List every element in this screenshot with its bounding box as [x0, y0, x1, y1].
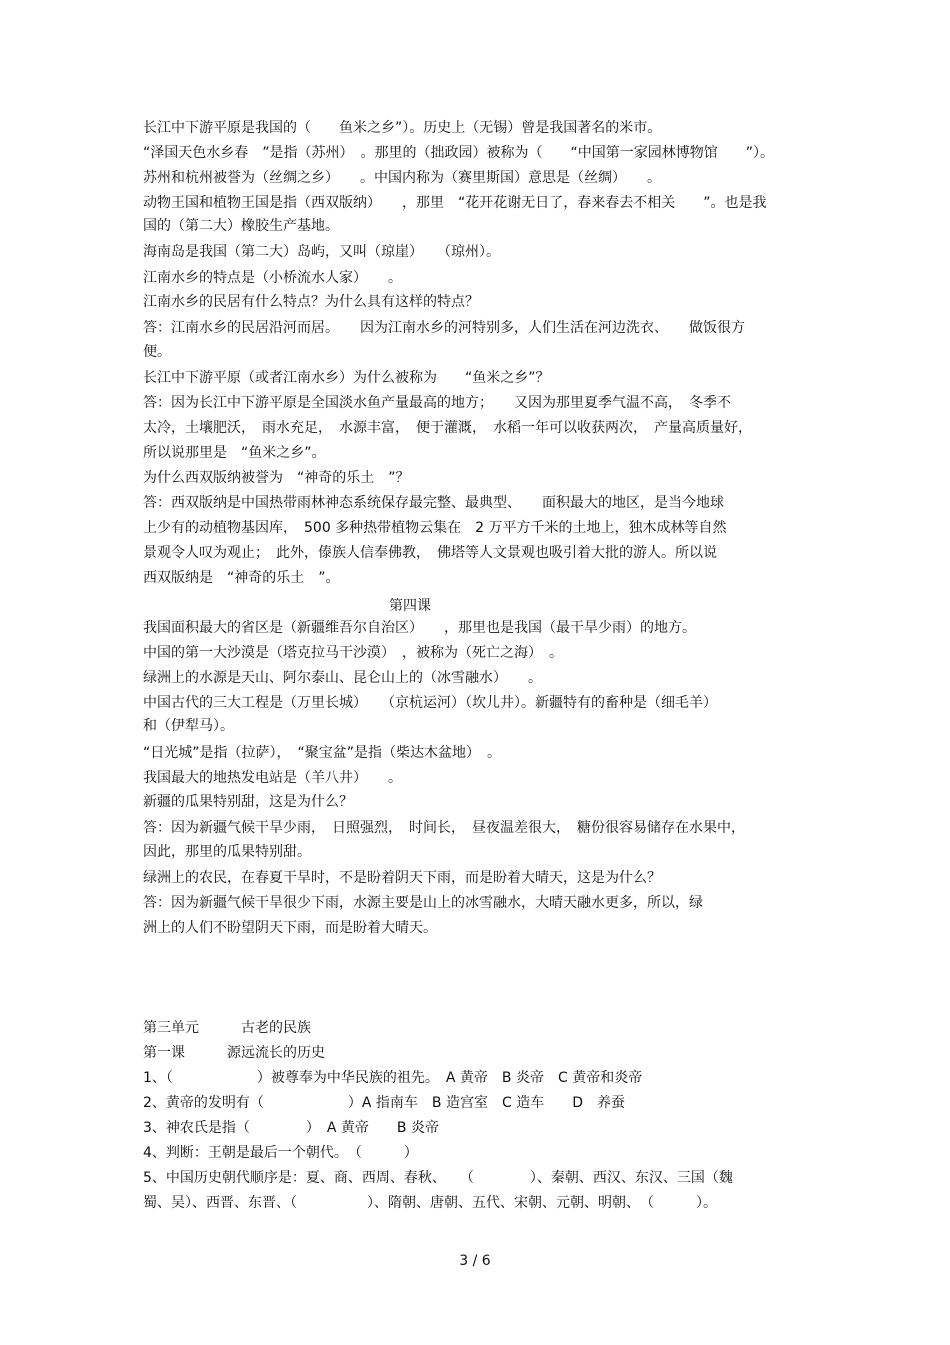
text-line: 海南岛是我国（第二大）岛屿，又叫（琼崖） （琼州）。	[143, 244, 500, 260]
text-line: 和（伊犁马）。	[143, 718, 234, 734]
text-line: 苏州和杭州被誉为（丝绸之乡） 。中国内称为（赛里斯国）意思是（丝绸） 。	[143, 170, 661, 186]
text-line: 所以说那里是 “鱼米之乡”。	[143, 445, 326, 461]
page-number: 3 / 6	[459, 1253, 491, 1269]
text-line: 中国古代的三大工程是（万里长城） （京杭运河）（坎儿井）。新疆特有的畜种是（细毛羊）	[143, 695, 717, 711]
text-line: 国的（第二大）橡胶生产基地。	[143, 218, 339, 234]
text-line: 为什么西双版纳被誉为 “神奇的乐土 ”？	[143, 470, 410, 486]
text-line: 我国面积最大的省区是（新疆维吾尔自治区） ，那里也是我国（最干旱少雨）的地方。	[143, 620, 696, 636]
text-line: 因此，那里的瓜果特别甜。	[143, 844, 311, 860]
question-line: 5、中国历史朝代顺序是：夏、商、西周、春秋、 （ ）、秦朝、西汉、东汉、三国（魏	[143, 1170, 733, 1186]
text-line: 动物王国和植物王国是指（西双版纳） ，那里 “花开花谢无日了，春来春去不相关 ”。也是我	[143, 195, 767, 211]
text-line: 答：西双版纳是中国热带雨林神态系统保存最完整、最典型、 面积最大的地区，是当今地球	[143, 495, 724, 511]
text-line: 便。	[143, 344, 171, 360]
question-line: 3、神农氏是指（ ） A 黄帝 B 炎帝	[143, 1120, 439, 1136]
question-line: 1、（ ）被尊奉为中华民族的祖先。 A 黄帝 B 炎帝 C 黄帝和炎帝	[143, 1070, 643, 1086]
text-line: 江南水乡的民居有什么特点？为什么具有这样的特点？	[143, 294, 479, 310]
text-line: 答：因为新疆气候干旱少雨， 日照强烈， 时间长， 昼夜温差很大， 糖份很容易储存在水果中，	[143, 820, 745, 836]
text-line: 答：因为新疆气候干旱很少下雨，水源主要是山上的冰雪融水，大晴天融水更多，所以，绿	[143, 895, 703, 911]
text-line: 长江中下游平原（或者江南水乡）为什么被称为 “鱼米之乡”？	[143, 370, 550, 386]
unit-heading: 第三单元 古老的民族	[143, 1020, 311, 1036]
text-line: “泽国天色水乡春 ”是指（苏州） 。那里的（拙政园）被称为（ “中国第一家园林博物馆 ”）。	[143, 145, 775, 161]
text-line: 中国的第一大沙漠是（塔克拉马干沙漠） ，被称为（死亡之海） 。	[143, 645, 563, 661]
text-line: 上少有的动植物基因库， 500 多种热带植物云集在 2 万平方千米的土地上，独木成林等自然	[143, 520, 727, 536]
text-line: 我国最大的地热发电站是（羊八井） 。	[143, 770, 402, 786]
question-line: 2、黄帝的发明有（ ）A 指南车 B 造宫室 C 造车 D 养蚕	[143, 1095, 625, 1111]
text-line: 答：江南水乡的民居沿河而居。 因为江南水乡的河特别多，人们生活在河边洗衣、 做饭很方	[143, 320, 745, 336]
text-line: 江南水乡的特点是（小桥流水人家） 。	[143, 270, 402, 286]
question-line: 4、判断：王朝是最后一个朝代。 （ ）	[143, 1145, 418, 1161]
text-line: 答：因为长江中下游平原是全国淡水鱼产量最高的地方； 又因为那里夏季气温不高， 冬季不	[143, 395, 731, 411]
lesson-title: 第一课 源远流长的历史	[143, 1045, 325, 1061]
text-line: 新疆的瓜果特别甜，这是为什么？	[143, 794, 353, 810]
text-line: 西双版纳是 “神奇的乐土 ”。	[143, 570, 340, 586]
text-line: 洲上的人们不盼望阴天下雨，而是盼着大晴天。	[143, 920, 437, 936]
text-line: 景观令人叹为观止； 此外，傣族人信奉佛教， 佛塔等人文景观也吸引着大批的游人。所以说	[143, 545, 717, 561]
question-line: 蜀、吴）、西晋、东晋、（ ）、隋朝、唐朝、五代、宋朝、元朝、明朝、 （ ）。	[143, 1195, 717, 1211]
text-line: “日光城”是指（拉萨）， “聚宝盆”是指（柴达木盆地） 。	[143, 745, 502, 761]
text-line: 绿洲上的水源是天山、阿尔泰山、昆仑山上的（冰雪融水） 。	[143, 670, 542, 686]
text-line: 绿洲上的农民，在春夏干旱时，不是盼着阴天下雨，而是盼着大晴天，这是为什么？	[143, 870, 661, 886]
text-line: 太冷，土壤肥沃， 雨水充足， 水源丰富， 便于灌溉， 水稻一年可以收获两次， 产量高质量好，	[143, 420, 752, 436]
text-line: 长江中下游平原是我国的（ 鱼米之乡”）。历史上（无锡）曾是我国著名的米市。	[143, 120, 662, 136]
lesson-heading: 第四课	[389, 598, 431, 614]
